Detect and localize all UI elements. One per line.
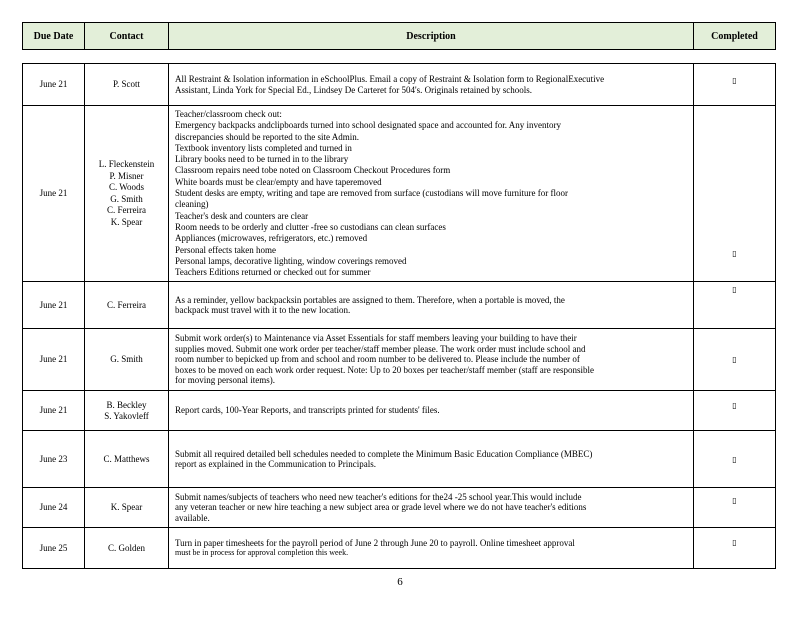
contact-cell xyxy=(85,282,169,329)
description-line: Appliances (microwaves, refrigerators, etc.) removed xyxy=(175,233,368,244)
contact-cell xyxy=(85,329,169,391)
description-line: Student desks are empty, writing and tape are removed from surface (custodians will move furniture for floor xyxy=(175,188,569,199)
completed-checkbox[interactable] xyxy=(694,106,776,282)
checkbox-icon: ▯ xyxy=(732,76,737,85)
contact-name: P. Scott xyxy=(112,79,140,90)
contact-name: S. Yakovleff xyxy=(104,410,149,421)
description-line: cleaning) xyxy=(175,199,209,210)
description-line: any veteran teacher or new hire teaching a new subject area or grade level where we do not have teacher's editions xyxy=(175,502,587,513)
completed-header: Completed xyxy=(694,23,776,50)
description-cell xyxy=(169,282,694,329)
description-cell xyxy=(169,488,694,528)
checkbox-icon: ▯ xyxy=(732,249,737,258)
description-line: Submit work order(s) to Maintenance via Asset Essentials for staff members leaving your building to have their xyxy=(175,333,577,344)
description-cell xyxy=(169,391,694,431)
completed-checkbox[interactable] xyxy=(694,282,776,329)
contact-name: L. Fleckenstein xyxy=(98,159,155,169)
checkbox-icon: ▯ xyxy=(732,455,737,464)
completed-checkbox[interactable] xyxy=(694,528,776,569)
description-line: supplies moved. Submit one work order per teacher/staff member please. The work order must include school and xyxy=(175,343,586,354)
completed-checkbox[interactable] xyxy=(694,329,776,391)
description-line: White boards must be clear/empty and have taperemoved xyxy=(175,176,382,187)
contact-cell xyxy=(85,488,169,528)
due-date-cell: June 25 xyxy=(23,528,85,569)
completed-checkbox[interactable] xyxy=(694,391,776,431)
contact-name: B. Beckley xyxy=(106,400,147,411)
description-line: Room needs to be orderly and clutter -free so custodians can clean surfaces xyxy=(175,221,446,232)
description-line: report as explained in the Communication to Principals. xyxy=(175,459,376,469)
due-date-cell: June 21 xyxy=(23,329,85,391)
description-line: Textbook inventory lists completed and turned in xyxy=(175,142,352,153)
contact-cell xyxy=(85,106,169,282)
contact-cell xyxy=(85,64,169,106)
checkbox-icon: ▯ xyxy=(732,538,737,547)
due-date-cell: June 24 xyxy=(23,488,85,528)
due-date-cell: June 21 xyxy=(23,282,85,329)
description-line: available. xyxy=(175,512,210,523)
due-date-cell: June 23 xyxy=(23,431,85,488)
table-row xyxy=(23,391,776,431)
description-cell xyxy=(169,106,694,282)
description-line: Library books need to be turned in to the library xyxy=(175,154,349,165)
contact-name: K. Spear xyxy=(110,216,143,227)
table-row xyxy=(23,106,776,282)
description-line: backpack must travel with it to the new location. xyxy=(175,305,351,315)
contact-header: Contact xyxy=(85,23,169,50)
description-cell xyxy=(169,329,694,391)
description-line: As a reminder, yellow backpacksin portables are assigned to them. Therefore, when a portable is moved, the xyxy=(175,294,565,305)
contact-name: G. Smith xyxy=(110,354,143,365)
due-date-cell: June 21 xyxy=(23,391,85,431)
table-row xyxy=(23,329,776,391)
description-cell xyxy=(169,431,694,488)
description-line: discrepancies should be reported to the site Admin. xyxy=(175,131,359,142)
description-line: Assistant, Linda York for Special Ed., Lindsey De Carteret for 504's. Originals retained by schools. xyxy=(175,84,533,95)
contact-name: K. Spear xyxy=(110,502,143,513)
due-date-header: Due Date xyxy=(23,23,85,50)
description-line: boxes to be moved on each work order request. Note: Up to 20 boxes per teacher/staff member (staff are responsible xyxy=(175,364,595,375)
due-date-cell: June 21 xyxy=(23,106,85,282)
contact-name: P. Misner xyxy=(109,170,144,181)
checklist-table xyxy=(22,63,776,569)
description-line: Personal lamps, decorative lighting, window coverings removed xyxy=(175,255,407,266)
description-line: Teacher's desk and counters are clear xyxy=(175,210,309,221)
description-line: room number to bepicked up from and school and room number to be delivered to. Please include the number of xyxy=(175,354,580,365)
table-row xyxy=(23,431,776,488)
due-date-cell: June 21 xyxy=(23,64,85,106)
contact-name: C. Golden xyxy=(108,542,145,553)
page-number: 6 xyxy=(397,576,403,588)
checkbox-icon: ▯ xyxy=(732,496,737,505)
header-row xyxy=(23,23,776,50)
completed-checkbox[interactable] xyxy=(694,64,776,106)
description-line: Personal effects taken home xyxy=(175,244,277,255)
contact-name: G. Smith xyxy=(110,193,143,204)
description-line: Classroom repairs need tobe noted on Classroom Checkout Procedures form xyxy=(175,165,451,176)
completed-checkbox[interactable] xyxy=(694,431,776,488)
table-row xyxy=(23,64,776,106)
description-line: Submit all required detailed bell schedules needed to complete the Minimum Basic Education Compliance (MBEC) xyxy=(175,448,593,459)
description-line: Teacher/classroom check out: xyxy=(175,109,282,119)
table-row xyxy=(23,282,776,329)
contact-name: C. Ferreira xyxy=(107,205,146,215)
table-row xyxy=(23,488,776,528)
description-line: Turn in paper timesheets for the payroll period of June 2 through June 20 to payroll. Online timesheet approval xyxy=(175,537,575,548)
description-line: All Restraint & Isolation information in eSchoolPlus. Email a copy of Restraint & Isolation form to RegionalExecutive xyxy=(175,74,605,85)
header-table xyxy=(22,22,776,50)
checkbox-icon: ▯ xyxy=(732,355,737,364)
table-row xyxy=(23,528,776,569)
description-line: Submit names/subjects of teachers who need new teacher's editions for the24 -25 school year.This would include xyxy=(175,491,582,502)
contact-name: C. Woods xyxy=(108,182,145,192)
contact-name: C. Matthews xyxy=(103,453,150,464)
description-line: Report cards, 100-Year Reports, and transcripts printed for students' files. xyxy=(175,405,440,416)
description-line: must be in process for approval completion this week. xyxy=(175,548,349,557)
checkbox-icon: ▯ xyxy=(732,401,737,410)
contact-name: C. Ferreira xyxy=(107,299,146,310)
completed-checkbox[interactable] xyxy=(694,488,776,528)
contact-cell xyxy=(85,431,169,488)
checkbox-icon: ▯ xyxy=(732,285,737,294)
description-header: Description xyxy=(169,23,694,50)
description-line: Emergency backpacks andclipboards turned into school designated space and accounted for. Any inventory xyxy=(175,120,561,131)
contact-cell xyxy=(85,528,169,569)
description-cell xyxy=(169,528,694,569)
description-line: Teachers Editions returned or checked out for summer xyxy=(175,267,371,278)
contact-cell xyxy=(85,391,169,431)
description-cell xyxy=(169,64,694,106)
description-line: for moving personal items). xyxy=(175,375,275,386)
